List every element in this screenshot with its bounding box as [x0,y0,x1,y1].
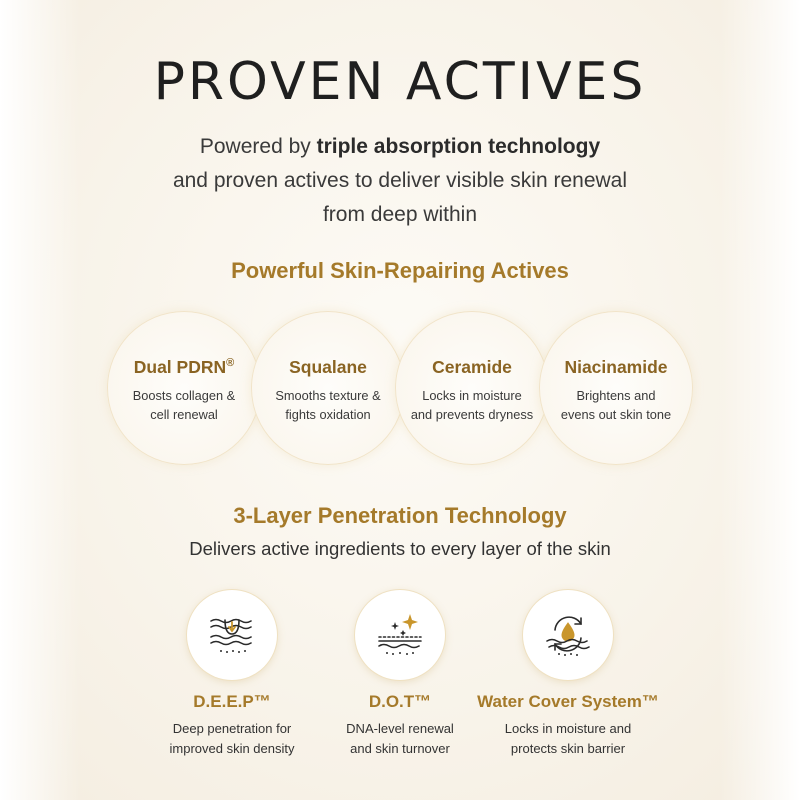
actives-heading: Powerful Skin-Repairing Actives [231,258,569,283]
tech-heading: 3-Layer Penetration Technology [233,503,567,528]
active-name [395,357,549,378]
tech-desc-water-cover [458,719,678,759]
active-desc-line: Boosts collagen & [132,388,236,403]
active-name-text: Niacinamide [564,357,668,377]
active-name-text: Ceramide [432,357,512,377]
left-edge-fade [0,0,80,800]
intro-text [0,130,800,232]
active-name-text: Squalane [289,357,367,377]
tech-desc-line: DNA-level renewal [346,721,454,736]
tech-desc-line: Deep penetration for [172,721,292,736]
tech-name-deep: D.E.E.P™ [193,692,271,711]
active-desc [251,386,405,424]
intro-highlight: triple absorption technology [316,135,601,158]
water-drop-cycle-icon [523,590,613,680]
tech-desc-line: and skin turnover [350,741,450,756]
active-name [251,357,405,378]
active-desc [395,386,549,424]
active-circle-ceramide [395,311,549,465]
active-circle-squalane [251,311,405,465]
active-desc-line: Locks in moisture [422,388,522,403]
active-desc-line: fights oxidation [285,407,371,422]
intro-line-3: from deep within [322,203,478,226]
tech-desc-line: protects skin barrier [510,741,626,756]
tech-subline: Delivers active ingredients to every layer of the skin [189,538,611,559]
active-desc-line: and prevents dryness [410,407,534,422]
skin-sparkle-renewal-icon [355,590,445,680]
active-circle-dual-pdrn [107,311,261,465]
active-name-text: Dual PDRN [133,357,227,377]
intro-prefix: Powered by [199,135,317,158]
active-desc-line: Smooths texture & [275,388,381,403]
tech-desc-line: Locks in moisture and [504,721,632,736]
tech-name-water-cover: Water Cover System™ [477,692,659,711]
active-desc-line: evens out skin tone [560,407,672,422]
right-edge-fade [720,0,800,800]
tech-name-dot: D.O.T™ [368,692,432,711]
intro-line-1 [0,130,800,164]
active-name [107,357,261,378]
registered-mark: ® [226,357,235,370]
active-desc [539,386,693,424]
page-title: PROVEN ACTIVES [153,52,647,112]
active-circle-niacinamide [539,311,693,465]
active-name [539,357,693,378]
active-desc-line: Brightens and [576,388,656,403]
active-desc [107,386,261,424]
intro-line-2: and proven actives to deliver visible skin renewal [172,169,628,192]
skin-deep-penetration-icon [187,590,277,680]
active-desc-line: cell renewal [150,407,218,422]
tech-desc-deep [142,719,322,759]
tech-desc-line: improved skin density [169,741,295,756]
